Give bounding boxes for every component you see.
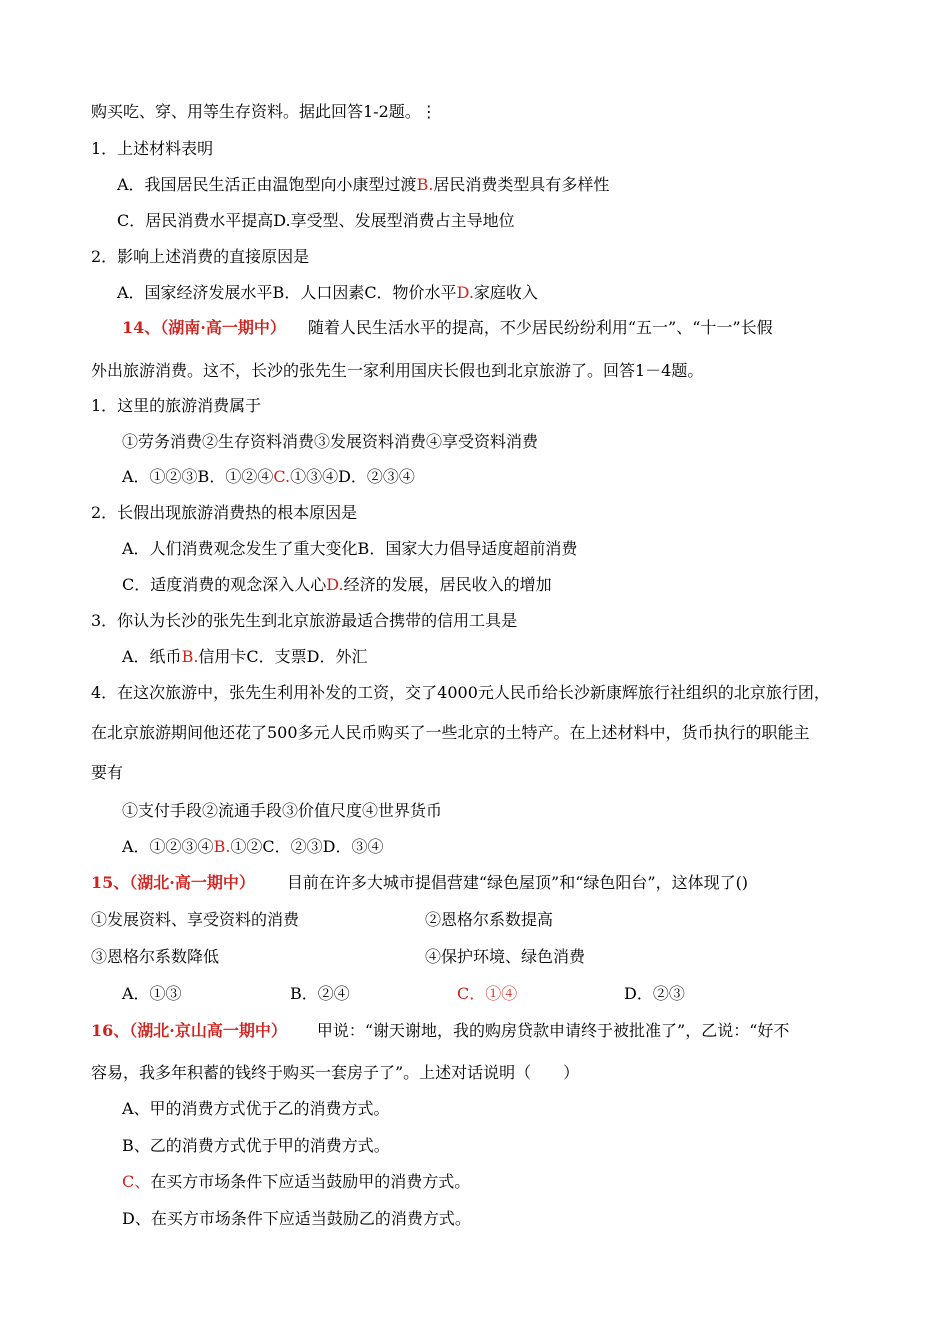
q14-header — [122, 318, 773, 338]
q14-2-stem: 2．长假出现旅游消费热的根本原因是 — [91, 503, 358, 522]
q16-option-a: A、甲的消费方式优于乙的消费方式。 — [122, 1099, 390, 1118]
q13-2-option-d: 家庭收入 — [473, 283, 538, 302]
q13-2-stem: 2．影响上述消费的直接原因是 — [91, 247, 310, 266]
q14-label: 14、（湖南·高一期中） — [122, 318, 286, 337]
q13-2-options — [117, 283, 538, 303]
q14-1-stem: 1．这里的旅游消费属于 — [91, 396, 262, 415]
q14-4-stem-1: 4．在这次旅游中，张先生利用补发的工资，交了4000元人民币给长沙新康辉旅行社组织的北京旅行团， — [91, 683, 830, 702]
q16-option-c-line — [122, 1172, 470, 1192]
q14-2-options-ab: A．人们消费观念发生了重大变化B．国家大力倡导适度超前消费 — [122, 539, 578, 558]
q14-3-option-a: A．纸币 — [122, 647, 182, 666]
q14-2-option-c: C．适度消费的观念深入人心 — [122, 575, 327, 594]
q13-1-options-ab — [117, 175, 609, 195]
q15-option-3: ③恩格尔系数降低 — [91, 947, 220, 966]
q14-3-options — [122, 647, 367, 667]
q15-option-4: ④保护环境、绿色消费 — [425, 947, 586, 966]
q13-1-answer-b-letter: B. — [416, 175, 434, 194]
q14-3-stem: 3．你认为长沙的张先生到北京旅游最适合携带的信用工具是 — [91, 611, 518, 630]
q15-option-1: ①发展资料、享受资料的消费 — [91, 910, 300, 929]
q14-intro-1: 随着人民生活水平的提高，不少居民纷纷利用“五一”、“十一”长假 — [307, 318, 773, 337]
q14-1-choices-cd: ①③④D．②③④ — [290, 467, 415, 486]
q13-1-option-b: 居民消费类型具有多样性 — [433, 175, 610, 194]
q15-stem: 目前在许多大城市提倡营建“绿色屋顶”和“绿色阳台”，这体现了() — [286, 873, 749, 892]
q16-option-c: 在买方市场条件下应适当鼓励甲的消费方式。 — [150, 1172, 471, 1191]
q14-2-option-d: 经济的发展，居民收入的增加 — [343, 575, 552, 594]
q16-label: 16、（湖北·京山高一期中） — [91, 1021, 287, 1040]
q14-2-answer-d-letter: D. — [326, 575, 344, 594]
q14-4-options-bcd: ①②C．②③D．③④ — [230, 837, 384, 856]
q16-answer-c-letter: C、 — [122, 1172, 151, 1191]
q16-option-b: B、乙的消费方式优于甲的消费方式。 — [122, 1136, 390, 1155]
intro-text: 购买吃、穿、用等生存资料。据此回答1-2题。⋮ — [91, 102, 437, 121]
q15-choice-d: D．②③ — [624, 984, 685, 1003]
q14-3-answer-b-letter: B. — [181, 647, 199, 666]
q15-option-2: ②恩格尔系数提高 — [425, 910, 554, 929]
q14-4-answer-b-letter: B. — [213, 837, 231, 856]
q14-4-stem-3: 要有 — [91, 763, 124, 782]
q14-4-opts: ①支付手段②流通手段③价值尺度④世界货币 — [122, 801, 443, 820]
q14-1-opts: ①劳务消费②生存资料消费③发展资料消费④享受资料消费 — [122, 432, 539, 451]
q14-4-choices — [122, 837, 383, 857]
q14-1-choices — [122, 467, 415, 487]
q16-stem-2: 容易，我多年积蓄的钱终于购买一套房子了”。上述对话说明（ ） — [91, 1063, 580, 1082]
q13-2-answer-d-letter: D. — [456, 283, 474, 302]
q14-2-options-cd — [122, 575, 552, 595]
q14-4-stem-2: 在北京旅游期间他还花了500多元人民币购买了一些北京的土特产。在上述材料中，货币执行的职能主 — [91, 723, 810, 742]
q13-1-options-cd: C．居民消费水平提高D.享受型、发展型消费占主导地位 — [117, 211, 515, 230]
q15-choice-b: B．②④ — [290, 984, 350, 1003]
q16-header — [91, 1021, 789, 1041]
q14-4-option-a: A．①②③④ — [122, 837, 214, 856]
q15-label: 15、（湖北·高一期中） — [91, 873, 255, 892]
q14-1-answer-c-letter: C. — [273, 467, 291, 486]
q13-1-option-a: A．我国居民生活正由温饱型向小康型过渡 — [117, 175, 417, 194]
q16-stem-1: 甲说：“谢天谢地，我的购房贷款申请终于被批准了”，乙说：“好不 — [316, 1021, 790, 1040]
q15-choice-c: C．①④ — [457, 984, 518, 1003]
q15-header — [91, 873, 748, 893]
q13-2-options-abc: A．国家经济发展水平B．人口因素C．物价水平 — [117, 283, 457, 302]
q14-3-options-bcd: 信用卡C．支票D．外汇 — [198, 647, 368, 666]
q14-1-choices-ab: A．①②③B．①②④ — [122, 467, 274, 486]
q15-choice-a: A．①③ — [122, 984, 182, 1003]
q13-1-stem: 1．上述材料表明 — [91, 139, 214, 158]
q14-intro-2: 外出旅游消费。这不，长沙的张先生一家利用国庆长假也到北京旅游了。回答1－4题。 — [91, 361, 704, 380]
q16-option-d: D、在买方市场条件下应适当鼓励乙的消费方式。 — [122, 1209, 471, 1228]
